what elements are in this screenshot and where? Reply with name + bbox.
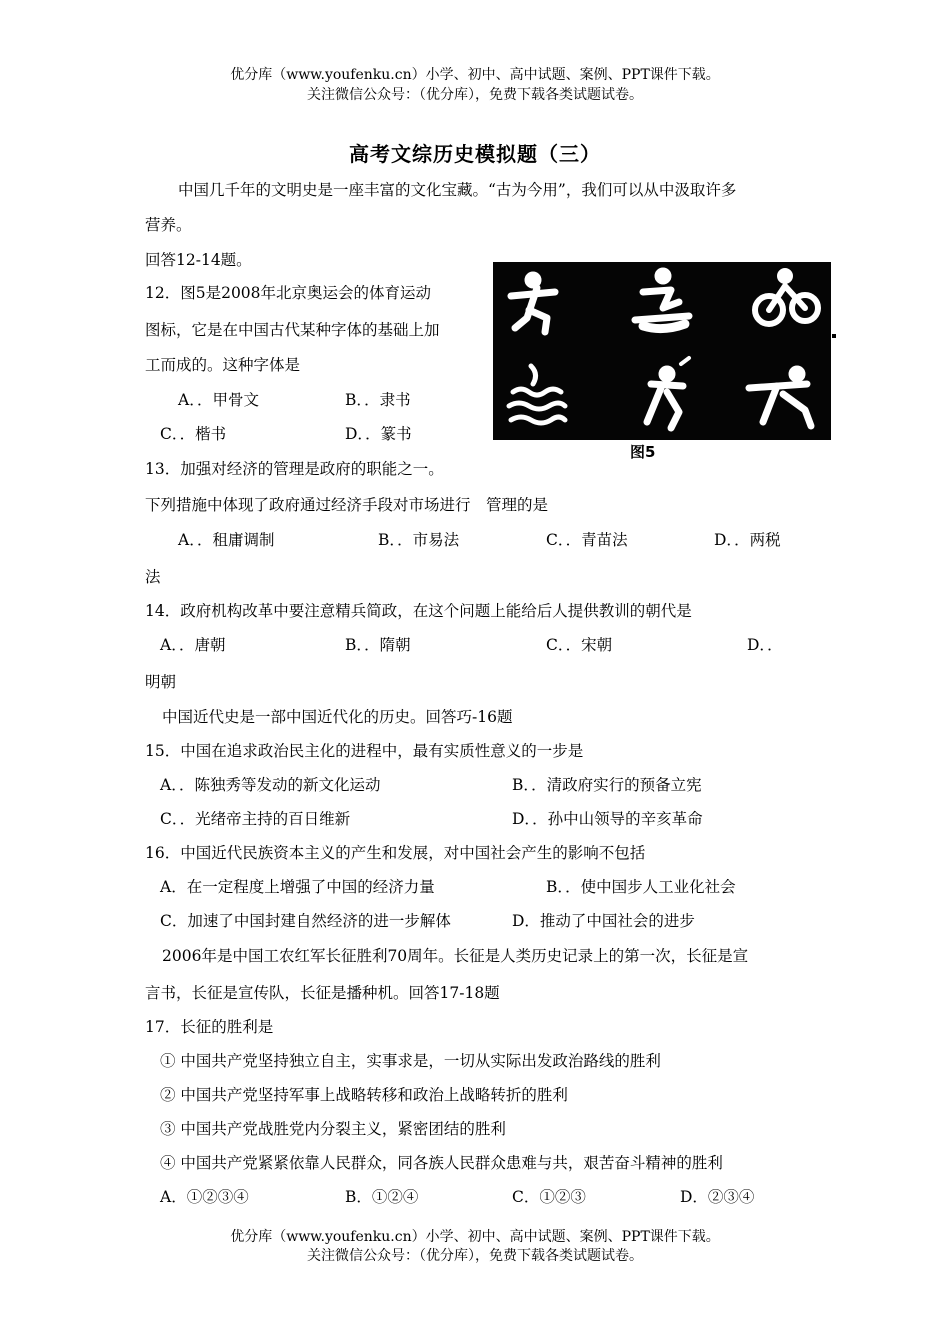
q13-line-1: 13．加强对经济的管理是政府的职能之一。 xyxy=(145,460,444,478)
q13-option-d-wrap: 法 xyxy=(145,568,161,586)
footer-line-2: 关注微信公众号：（优分库），免费下载各类试题试卷。 xyxy=(307,1248,643,1264)
q14-option-c: C．．宋朝 xyxy=(546,636,613,654)
q14-line-1: 14．政府机构改革中要注意精兵简政，在这个问题上能给后人提供教训的朝代是 xyxy=(145,602,692,620)
footer-line-1: 优分库（www.youfenku.cn）小学、初中、高中试题、案例、PPT课件下载。 xyxy=(230,1229,720,1245)
q17-statement-4: ④ 中国共产党紧紧依靠人民群众，同各族人民群众患难与共，艰苦奋斗精神的胜利 xyxy=(160,1154,723,1172)
q15-option-c: C．．光绪帝主持的百日维新 xyxy=(160,810,351,828)
figure-caption: 图5 xyxy=(630,443,656,461)
intro-1-line-2: 营养。 xyxy=(145,216,192,234)
q17-option-b: B．①②④ xyxy=(345,1188,419,1206)
header-line-1: 优分库（www.youfenku.cn）小学、初中、高中试题、案例、PPT课件下载。 xyxy=(230,67,720,83)
figure-5-olympic-pictograms xyxy=(493,262,831,440)
q12-option-a: A．．甲骨文 xyxy=(178,391,259,409)
q12-option-b: B．．隶书 xyxy=(345,391,411,409)
stray-dot xyxy=(832,334,836,338)
q16-option-d: D．推动了中国社会的进步 xyxy=(512,912,695,930)
q15-line-1: 15．中国在追求政治民主化的进程中，最有实质性意义的一步是 xyxy=(145,742,584,760)
q15-option-b: B．．清政府实行的预备立宪 xyxy=(512,776,702,794)
intro-1-line-3: 回答12-14题。 xyxy=(145,251,252,269)
q14-option-d: D．． xyxy=(747,636,783,654)
cycling-pictogram xyxy=(755,271,818,324)
q16-option-c: C．加速了中国封建自然经济的进一步解体 xyxy=(160,912,451,930)
intro-3-line-1: 2006年是中国工农红军长征胜利70周年。长征是人类历史记录上的第一次，长征是宣 xyxy=(162,947,749,965)
fencing-pictogram xyxy=(647,358,689,428)
q16-line-1: 16．中国近代民族资本主义的产生和发展，对中国社会产生的影响不包括 xyxy=(145,844,646,862)
q16-option-b: B．．使中国步人工业化社会 xyxy=(546,878,736,896)
intro-1-line-1: 中国几千年的文明史是一座丰富的文化宝藏。“古为今用”，我们可以从中汲取许多 xyxy=(178,181,737,199)
pictogram-image xyxy=(493,262,831,440)
q17-line-1: 17．长征的胜利是 xyxy=(145,1018,274,1036)
q12-option-c: C．．楷书 xyxy=(160,425,227,443)
athletics-pictogram xyxy=(511,275,555,332)
q17-statement-1: ① 中国共产党坚持独立自主，实事求是，一切从实际出发政治路线的胜利 xyxy=(160,1052,661,1070)
q13-option-c: C．．青苗法 xyxy=(546,531,628,549)
q17-option-a: A．①②③④ xyxy=(160,1188,249,1206)
swimming-pictogram xyxy=(509,366,565,423)
q12-line-1: 12．图5是2008年北京奥运会的体育运动 xyxy=(145,284,432,302)
q13-option-b: B．．市易法 xyxy=(378,531,460,549)
intro-3-line-2: 言书，长征是宣传队，长征是播种机。回答17-18题 xyxy=(145,984,500,1002)
q12-option-d: D．．篆书 xyxy=(345,425,412,443)
intro-2: 中国近代史是一部中国近代化的历史。回答巧-16题 xyxy=(162,708,513,726)
header-line-2: 关注微信公众号：（优分库），免费下载各类试题试卷。 xyxy=(307,87,643,103)
q17-option-c: C．①②③ xyxy=(512,1188,586,1206)
q14-option-d-wrap: 明朝 xyxy=(145,673,177,691)
q17-option-d: D．②③④ xyxy=(680,1188,755,1206)
q12-line-3: 工而成的。这种字体是 xyxy=(145,356,301,374)
q13-option-a: A．．租庸调制 xyxy=(178,531,275,549)
q15-option-d: D．．孙中山领导的辛亥革命 xyxy=(512,810,703,828)
page-title: 高考文综历史模拟题（三） xyxy=(349,142,601,166)
q17-statement-3: ③ 中国共产党战胜党内分裂主义，紧密团结的胜利 xyxy=(160,1120,506,1138)
rowing-pictogram xyxy=(635,271,689,329)
q15-option-a: A．．陈独秀等发动的新文化运动 xyxy=(160,776,381,794)
q14-option-b: B．．隋朝 xyxy=(345,636,411,654)
q16-option-a: A．在一定程度上增强了中国的经济力量 xyxy=(160,878,435,896)
wrestling-pictogram xyxy=(749,369,811,426)
q13-line-2: 下列措施中体现了政府通过经济手段对市场进行 管理的是 xyxy=(145,496,549,514)
q12-line-2: 图标，它是在中国古代某种字体的基础上加 xyxy=(145,321,440,339)
q14-option-a: A．．唐朝 xyxy=(160,636,226,654)
q17-statement-2: ② 中国共产党坚持军事上战略转移和政治上战略转折的胜利 xyxy=(160,1086,568,1104)
q13-option-d: D．．两税 xyxy=(714,531,781,549)
